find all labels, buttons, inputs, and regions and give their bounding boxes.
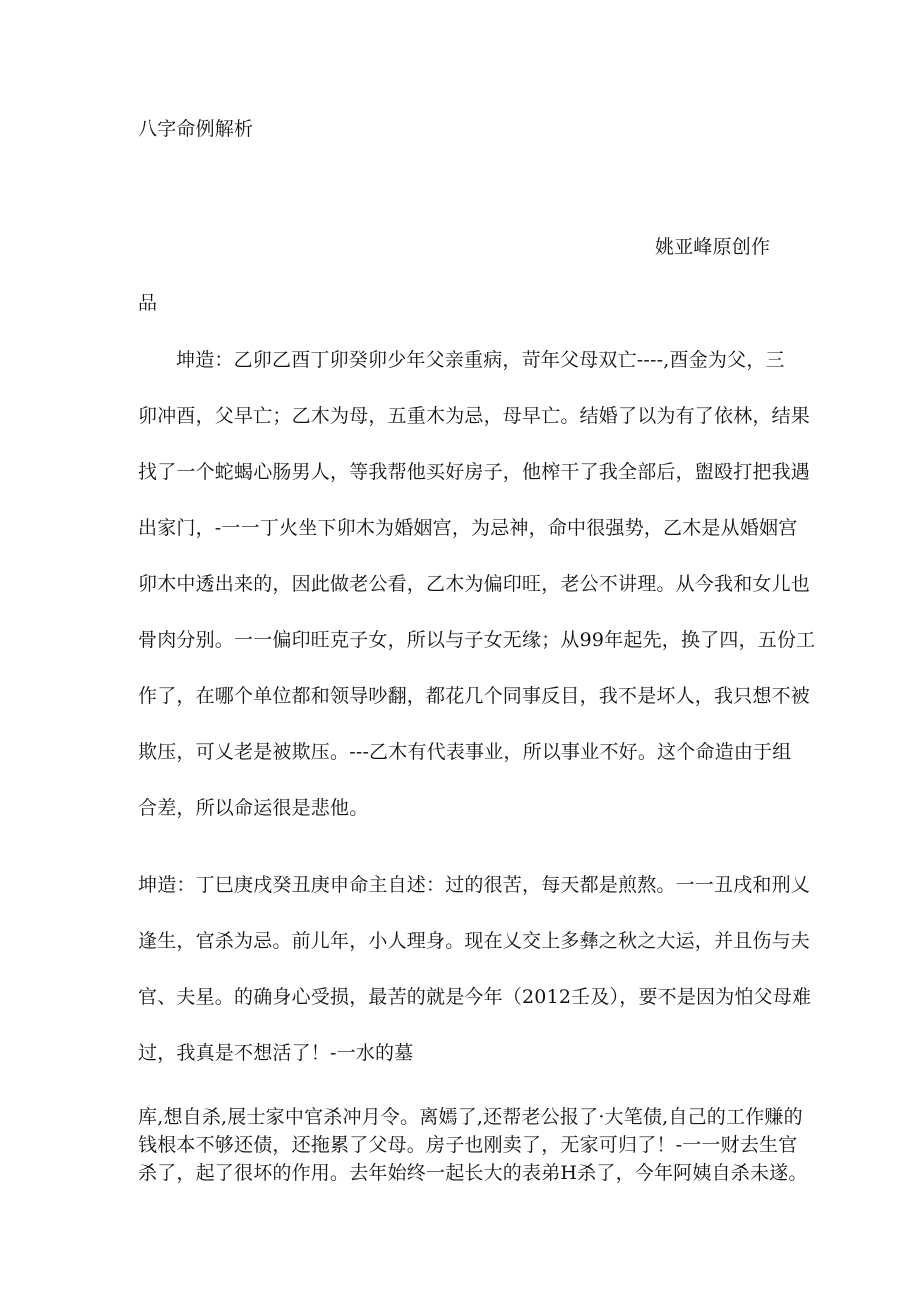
paragraph-line: 卯木中透出来的，因此做老公看，乙木为偏印旺，老公不讲理。从今我和女儿也: [138, 573, 811, 595]
paragraph-line: 骨肉分别。一一偏印旺克子女，所以与子女无缘；从99年起先，换了四，五份工: [138, 629, 816, 651]
paragraph-line: 逢生，官杀为忌。前儿年，小人理身。现在乂交上多彝之秋之大运，并且伤与夫: [138, 930, 811, 952]
paragraph-line: 作了，在哪个单位都和领导吵翻，都花几个同事反目，我不是坏人，我只想不被: [138, 685, 811, 707]
paragraph-line: 合差，所以命运很是悲他。: [138, 797, 369, 819]
paragraph-line: 坤造：丁巳庚戌癸丑庚申命主自述：过的很苦，每天都是煎熬。一一丑戌和刑乂: [138, 874, 811, 896]
author-line-tail: 品: [138, 292, 158, 314]
document-title: 八字命例解析: [138, 118, 254, 140]
paragraph-line: 库,想自杀,展士家中官杀冲月令。离嫣了,还帮老公报了·大笔债,自己的工作赚的: [138, 1106, 803, 1128]
paragraph-line: 欺压，可乂老是被欺压。---乙木有代表事业，所以事业不好。这个命造由于组: [138, 741, 792, 763]
paragraph-line: 出家门，-一一丁火坐下卯木为婚姻宫，为忌神，命中很强势，乙木是从婚姻宫: [138, 517, 798, 539]
paragraph-line: 过，我真是不想活了！-一水的墓: [138, 1042, 414, 1064]
paragraph-line: 卯冲酉，父早亡；乙木为母，五重木为忌，母早亡。结婚了以为有了依林，结果: [138, 405, 811, 427]
paragraph-line: 钱根本不够还债，还拖累了父母。房子也刚卖了，无家可归了！-一一财去生官: [138, 1134, 798, 1156]
paragraph-line: 坤造：乙卯乙酉丁卯癸卯少年父亲重病，苛年父母双亡----,酉金为父，三: [176, 349, 785, 371]
paragraph-line: 官、夫星。的确身心受损，最苦的就是今年（2012壬及），要不是因为怕父母难: [138, 986, 812, 1008]
author-line: 姚亚峰原创作: [655, 236, 771, 258]
paragraph-line: 杀了，起了很坏的作用。去年始终一起长大的表弟H杀了，今年阿姨自杀未遂。: [138, 1162, 808, 1184]
paragraph-line: 找了一个蛇蝎心肠男人，等我帮他买好房子，他榨干了我全部后，盥殴打把我遇: [138, 461, 811, 483]
